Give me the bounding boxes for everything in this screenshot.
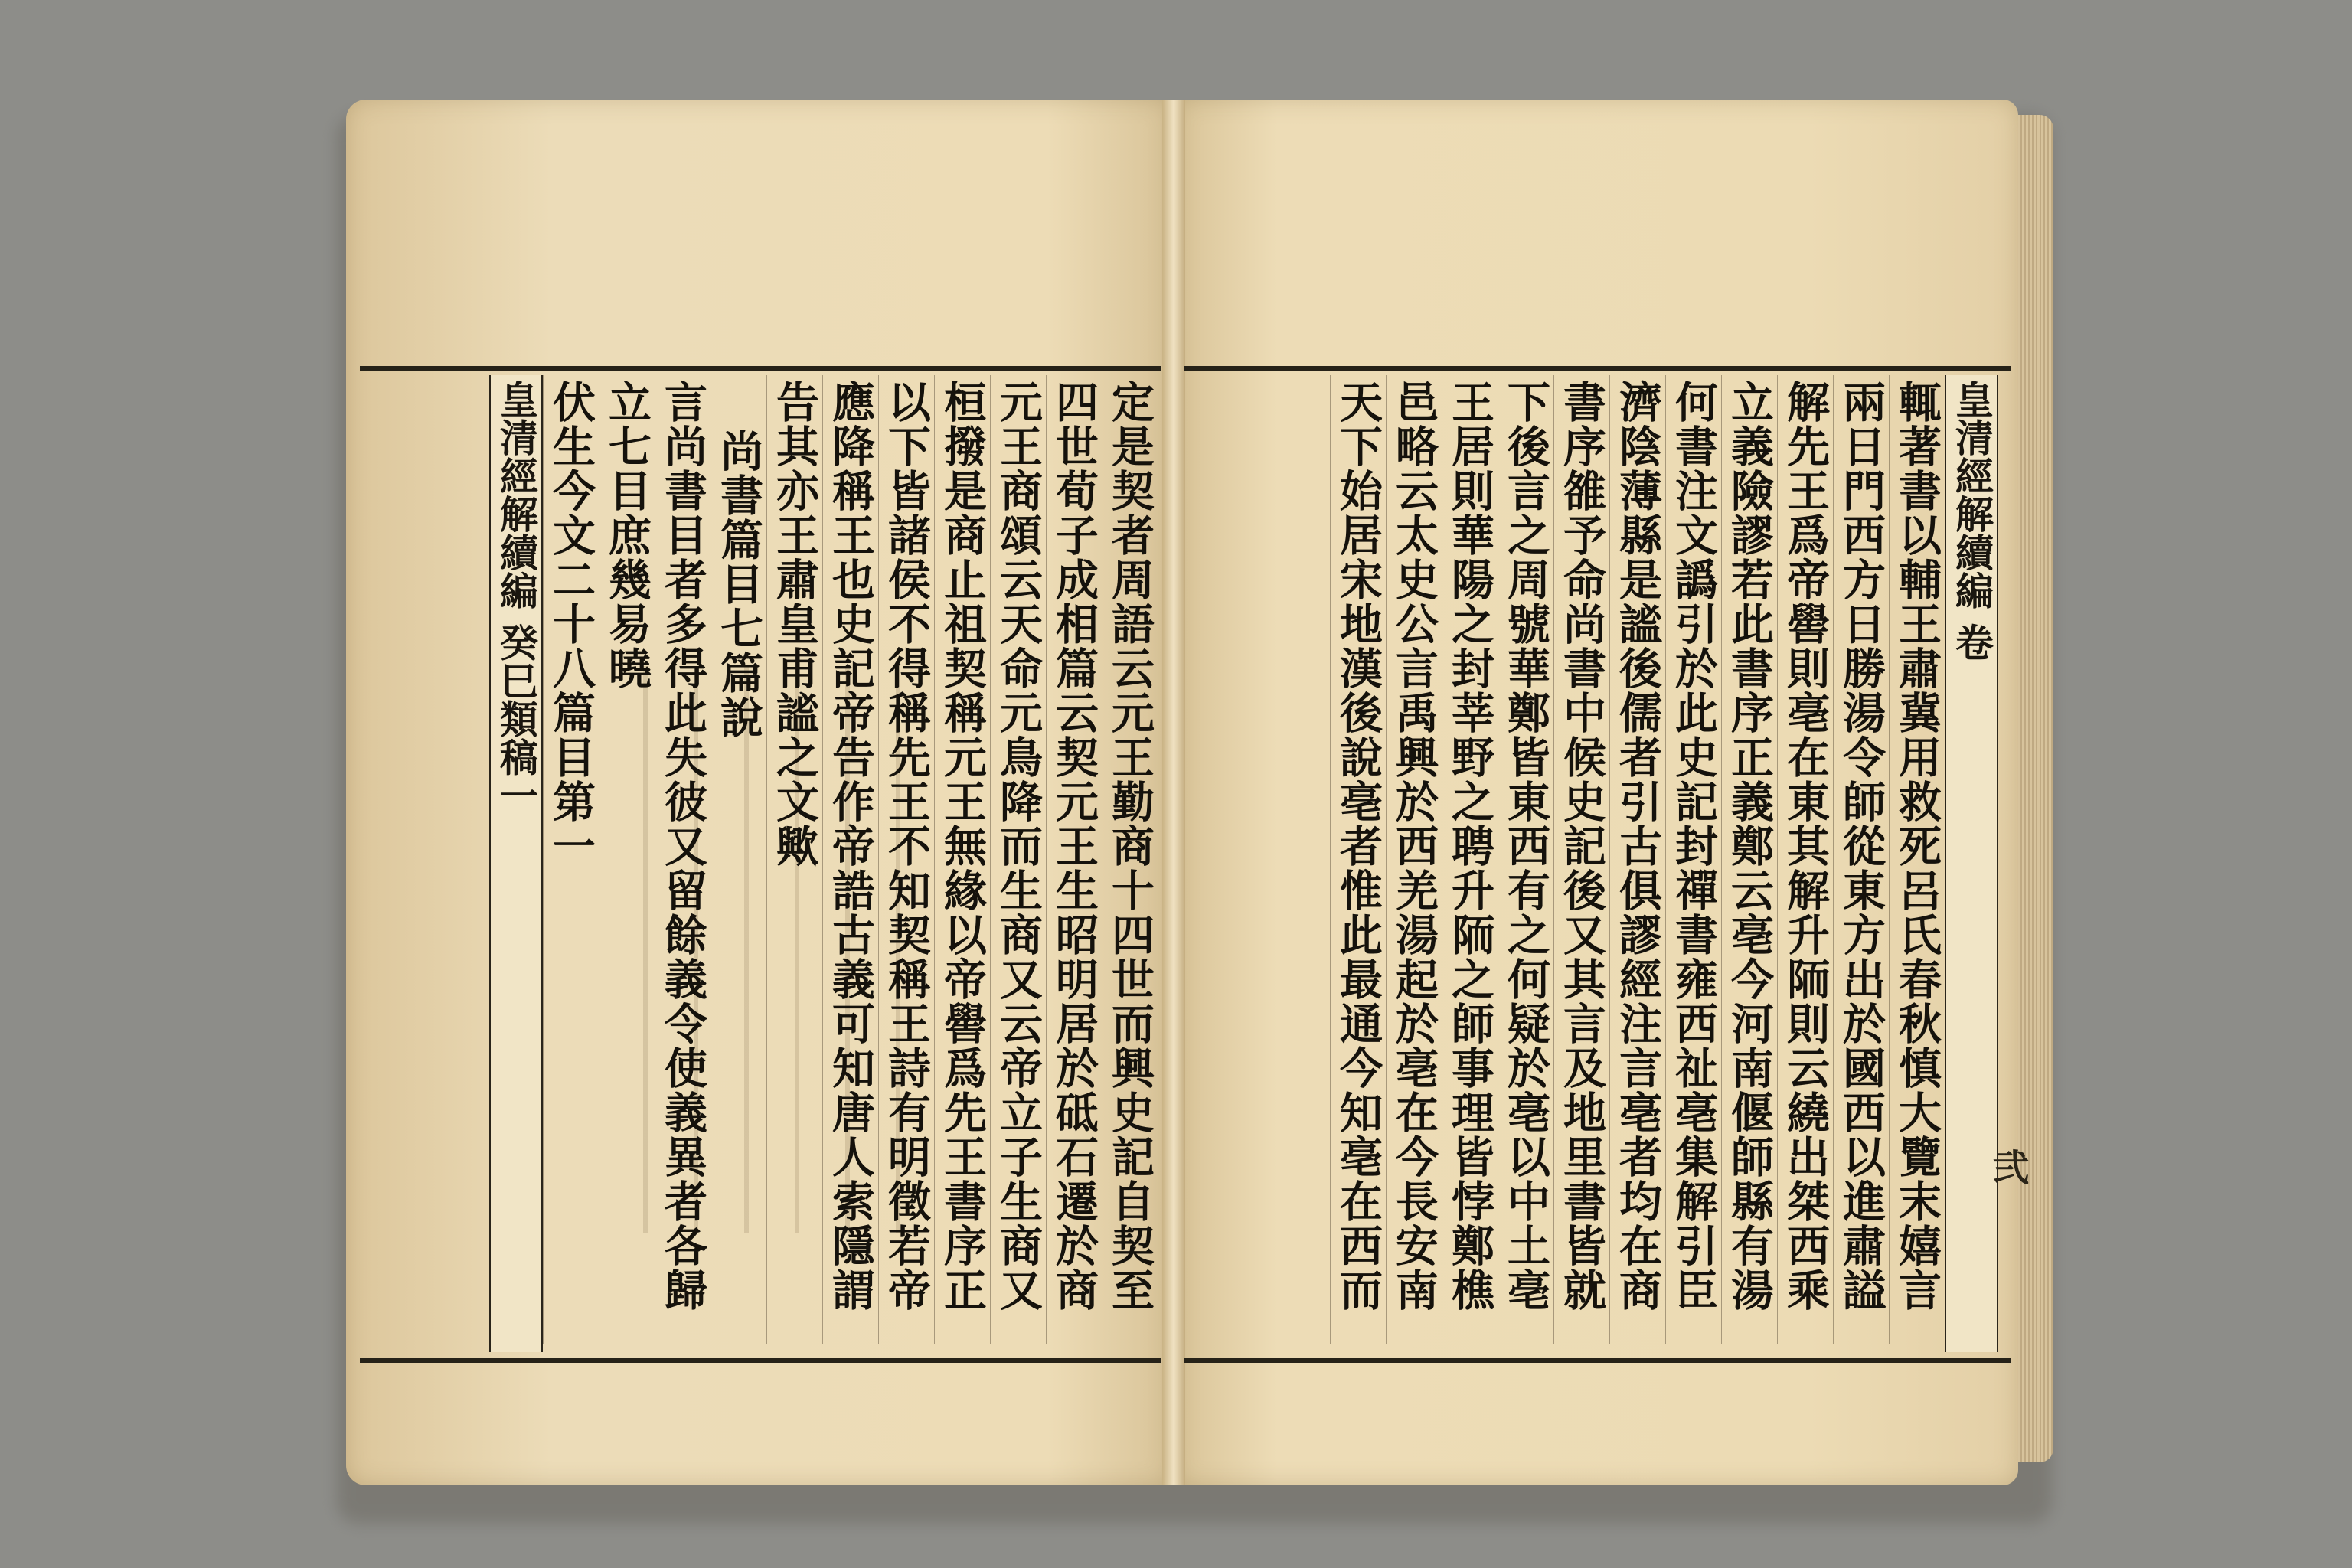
- text-column: 書序雒予命尚書中候史記後又其言及地里書皆就: [1553, 375, 1609, 1344]
- right-page-banner: 皇清經解續編 卷: [1945, 375, 1998, 1352]
- text-column: 定是契者周語云元王勤商十四世而興史記自契至: [1102, 375, 1158, 1344]
- text-column: 解先王爲帝嚳則亳在東其解升陑則云繞出桀西乘: [1777, 375, 1833, 1344]
- left-page-text: [364, 375, 1158, 1348]
- text-column: 以下皆諸侯不得稱先王不知契稱王詩有明徵若帝: [878, 375, 934, 1344]
- right-page-folio: 弐: [1986, 1148, 2029, 1185]
- text-column: 四世荀子成相篇云契元王生昭明居於砥石遷於商: [1046, 375, 1102, 1344]
- text-column: 桓撥是商止祖契稱元王無緣以帝嚳爲先王書序正: [934, 375, 990, 1344]
- text-column: 何書注文譌引於此史記封禪書雍西祉亳集解引臣: [1665, 375, 1721, 1344]
- text-column: 應降稱王也史記帝告作帝誥古義可知唐人索隱謂: [822, 375, 878, 1344]
- text-column: 兩日門西方日勝湯令師從東方出於國西以進肅謚: [1833, 375, 1889, 1344]
- right-page-text: [1191, 375, 1998, 1348]
- text-column: 輒著書以輔王肅冀用救死呂氏春秋慎大覽末嬉言: [1889, 375, 1945, 1344]
- text-column: 王居則華陽之封莘野之聘升陑之師事理皆悖鄭樵: [1442, 375, 1498, 1344]
- text-column: 天下始居宋地漢後說亳者惟此最通今知亳在西而: [1330, 375, 1386, 1344]
- text-column: 立七目庶幾易曉: [599, 375, 655, 1344]
- section-heading: 尚書篇目七篇說: [710, 375, 766, 1393]
- text-column: 言尚書目者多得此失彼又留餘義令使義異者各歸: [655, 375, 710, 1344]
- text-column: 元王商頌云天命元鳥降而生商又云帝立子生商又: [990, 375, 1046, 1344]
- left-page-banner: 皇清經解續編 癸巳類稿一: [489, 375, 543, 1352]
- book-gutter: [1162, 100, 1185, 1485]
- text-column: 邑略云太史公言禹興於西羌湯起於亳在今長安南: [1386, 375, 1442, 1344]
- text-column: 伏生今文二十八篇目第一: [543, 375, 599, 1344]
- text-column: 告其亦王肅皇甫謐之文歟: [766, 375, 822, 1344]
- text-column: 下後言之周號華鄭皆東西有之何疑於亳以中土亳: [1498, 375, 1553, 1344]
- text-column: 濟陰薄縣是謐後儒者引古俱謬經注言亳者均在商: [1609, 375, 1665, 1344]
- text-column: 立義險謬若此書序正義鄭云亳今河南偃師縣有湯: [1721, 375, 1777, 1344]
- page-edges: [2018, 115, 2053, 1462]
